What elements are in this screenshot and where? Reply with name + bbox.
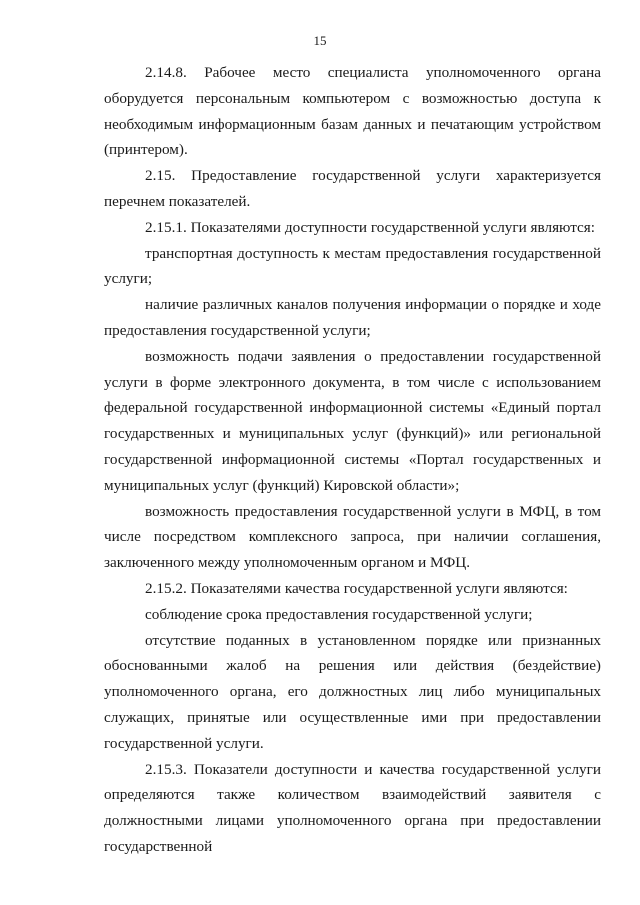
paragraph-electronic-application: возможность подачи заявления о предоставлении государственной услуги в форме электронного документа, в том числе с использованием федеральной государственной информационной системы «Единый портал государственных и муниципальных услуг (функций)» или региональной государственной информационной системы «Портал государственных и муниципальных услуг (функций) Кировской области»;	[104, 347, 601, 494]
paragraph-mfc-service: возможность предоставления государственной услуги в МФЦ, в том числе посредством комплексного запроса, при наличии соглашения, заключенного между уполномоченным органом и МФЦ.	[104, 502, 601, 572]
paragraph-2-14-8: 2.14.8. Рабочее место специалиста уполномоченного органа оборудуется персональным компьютером с возможностью доступа к необходимым информационным базам данных и печатающим устройством (принтером).	[104, 64, 601, 159]
paragraph-2-15-2: 2.15.2. Показателями качества государственной услуги являются:	[145, 579, 568, 597]
paragraph-2-15-3: 2.15.3. Показатели доступности и качества государственной услуги определяются также количеством взаимодействий заявителя с должностными лицами уполномоченного органа при предоставлении государственной	[104, 760, 601, 855]
document-body	[104, 60, 601, 860]
paragraph-deadline-compliance: соблюдение срока предоставления государственной услуги;	[145, 605, 533, 623]
paragraph-no-complaints: отсутствие поданных в установленном порядке или признанных обоснованными жалоб на решения или действия (бездействие) уполномоченного органа, его должностных лиц либо муниципальных служащих, принятые или осуществленные ими при предоставлении государственной услуги.	[104, 631, 601, 752]
page-number: 15	[313, 33, 327, 48]
paragraph-2-15: 2.15. Предоставление государственной услуги характеризуется перечнем показателей.	[104, 167, 601, 210]
paragraph-information-channels: наличие различных каналов получения информации о порядке и ходе предоставления государственной услуги;	[104, 296, 601, 339]
paragraph-2-15-1: 2.15.1. Показателями доступности государственной услуги являются:	[145, 218, 595, 236]
paragraph-transport-accessibility: транспортная доступность к местам предоставления государственной услуги;	[104, 244, 601, 288]
